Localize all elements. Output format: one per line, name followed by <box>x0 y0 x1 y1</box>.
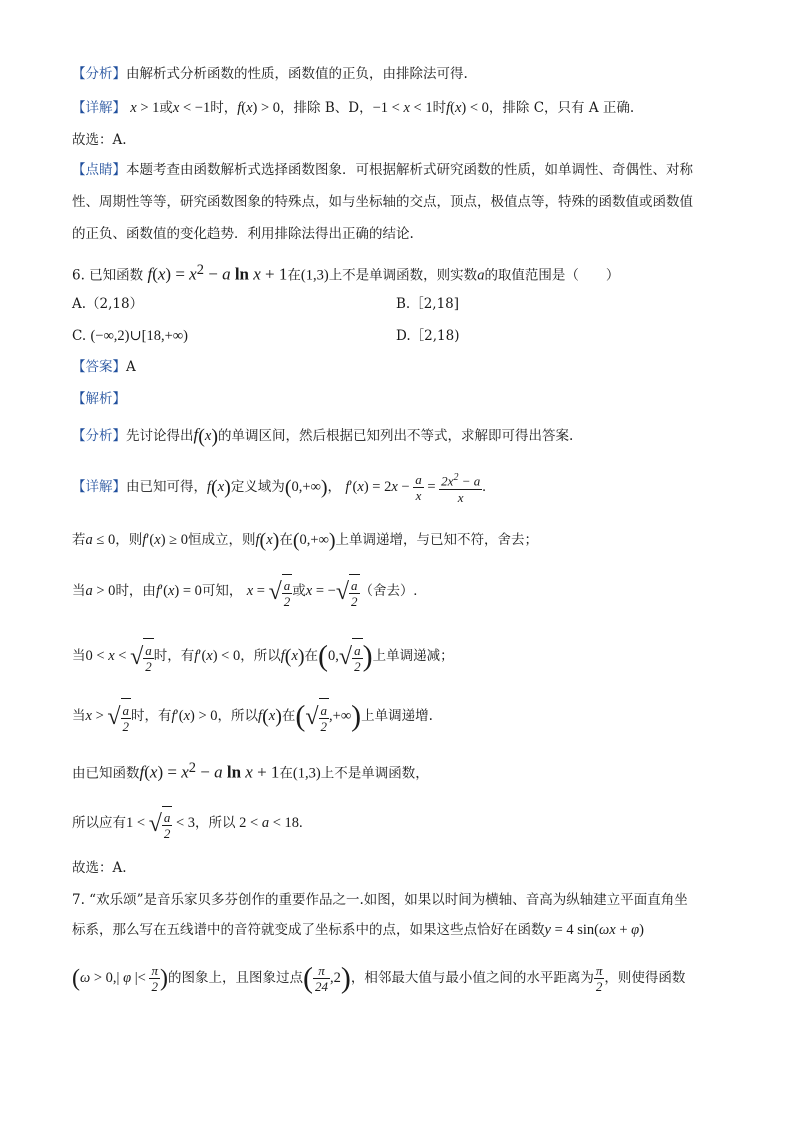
case-a-nonpositive: 若a ≤ 0，则f′(x) ≥ 0恒成立，则f(x)在(0,+∞)上单调递增，与已知不符，舍去； <box>72 529 539 552</box>
comment-line-1: 【点睛】本题考查由函数解析式选择函数图象．可根据解析式研究函数的性质，如单调性、奇偶性、对称 <box>72 162 693 178</box>
comment-line-3: 的正负、函数值的变化趋势．利用排除法得出正确的结论. <box>72 226 414 242</box>
condition-line: 由已知函数$f(x) = x^2 - a$ ln x + 1在(1,3)上不是单调函数， <box>72 760 429 782</box>
option-d[interactable]: D.［2,18) <box>396 328 460 344</box>
case-increasing: 当x > √ $\frac{a}{2}$ 时，有f′(x) > 0，所以f(x)在(√ $\frac{a}{2}$ ,+∞)上单调递增. <box>72 699 433 734</box>
choice-line-q5: 故选：A. <box>72 132 127 148</box>
question-6: 6. 已知函数 $f(x) = x^2 - a$ ln x + 1在(1,3)上不是单调函数，则实数a的取值范围是（ ） <box>72 262 620 284</box>
analysis-line-q6: 【分析】先讨论得出f(x)的单调区间，然后根据已知列出不等式，求解即可得出答案. <box>72 425 574 448</box>
option-a[interactable]: A.（2,18） <box>72 296 144 312</box>
choice-line-q6: 故选：A. <box>72 860 127 876</box>
detail-line-q5: 【详解】 x > 1或x < −1时，f(x) > 0，排除 B、D，−1 < x < 1时f(x) < 0，排除 C，只有 A 正确. <box>72 100 635 116</box>
case-a-positive: 当a > 0时，由f′(x) = 0可知， x = √ $\frac{a}{2}$ 或x = −√ $\frac{a}{2}$ （舍去）. <box>72 574 728 609</box>
question-7-line-1: 7. “欢乐颂”是音乐家贝多芬创作的重要作品之一.如图，如果以时间为横轴、音高为纵轴建立平面直角坐 <box>72 892 688 908</box>
answer-line: 【答案】A <box>72 359 136 375</box>
case-decreasing: 当0 < x < √ $\frac{a}{2}$ 时，有f′(x) < 0，所以f(x)在(0,√ $\frac{a}{2}$ )上单调递减； <box>72 639 454 674</box>
inequality-line: 所以应有1 < √ $\frac{a}{2}$ < 3，所以 2 < a < 18. <box>72 806 728 841</box>
comment-line-2: 性、周期性等等，研究函数图象的特殊点，如与坐标轴的交点，顶点，极值点等，特殊的函数值或函数值 <box>72 194 693 210</box>
option-b[interactable]: B.［2,18] <box>396 296 460 312</box>
solution-heading: 【解析】 <box>72 391 126 407</box>
detail-line-q6: 【详解】由已知可得，f(x)定义域为(0,+∞)， f′(x) = 2x − $\frac{a}{x}$ = $\frac{2x^2 - a}{x}$ . <box>72 472 486 505</box>
question-7-line-2: 标系，那么写在五线谱中的音符就变成了坐标系中的点，如果这些点恰好在函数y = 4 sin(ωx + φ) <box>72 922 644 938</box>
analysis-line-q5: 【分析】由解析式分析函数的性质，函数值的正负，由排除法可得. <box>72 66 468 82</box>
analysis-tag: 【分析】 <box>72 66 126 82</box>
question-7-line-3: (ω > 0,| φ |< $\frac{\pi}{2}$ )的图象上，且图象过点( $\frac{\pi}{24}$ ,2)，相邻最大值与最小值之间的水平距离为 $\frac{\pi}{2}$ ，则使得函数 <box>72 961 686 995</box>
option-c[interactable]: C. (−∞,2)∪[18,+∞) <box>72 328 188 344</box>
